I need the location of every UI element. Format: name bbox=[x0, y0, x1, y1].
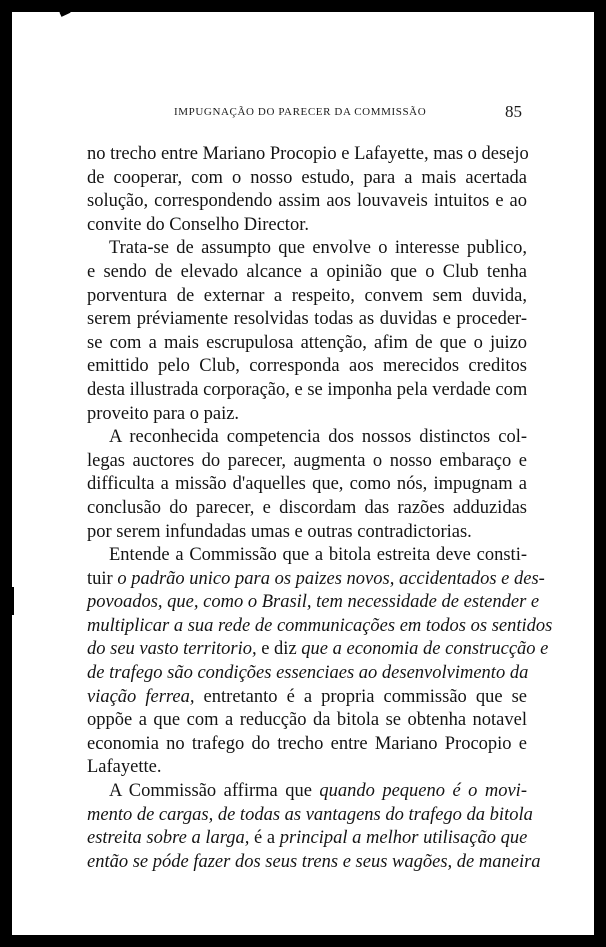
text-line bbox=[87, 851, 541, 875]
text-run: tuir bbox=[87, 568, 118, 589]
ink-mark-left bbox=[10, 587, 14, 615]
running-title: IMPUGNAÇÃO DO PARECER DA COMMISSÃO bbox=[174, 106, 427, 118]
paragraph-3 bbox=[87, 426, 527, 544]
text-line: oppõe a que com a reducção da bitola se obtenha notavel bbox=[87, 710, 527, 731]
text-line: economia no trafego do trecho entre Mariano Procopio e bbox=[87, 733, 527, 754]
italic-run: do seu vasto territorio, bbox=[87, 639, 257, 660]
text-line: serem préviamente resolvidas todas as duvidas e proceder- bbox=[87, 309, 527, 330]
italic-line: de trafego são condições essenciaes ao desenvolvimento da bbox=[87, 663, 529, 684]
text-line: porventura de externar a respeito, convem sem duvida, bbox=[87, 285, 527, 306]
text-line bbox=[87, 237, 527, 261]
text-line: se com a mais escrupulosa attenção, afim de que o juizo bbox=[87, 332, 527, 353]
text-line bbox=[87, 638, 549, 662]
italic-run: estreita sobre a larga, bbox=[87, 828, 250, 849]
text-line: Lafayette. bbox=[87, 757, 162, 778]
text-line bbox=[87, 568, 545, 592]
page-header bbox=[12, 102, 594, 126]
italic-run: principal a melhor utilisação que bbox=[279, 828, 528, 849]
text-line: proveito para o paiz. bbox=[87, 403, 240, 424]
text-line: por serem infundadas umas e outras contradictorias. bbox=[87, 521, 472, 542]
text-line bbox=[87, 544, 527, 568]
text-line bbox=[87, 827, 527, 851]
book-page bbox=[12, 12, 594, 935]
text-line: solução, correspondendo assim aos louvaveis intuitos e ao bbox=[87, 191, 527, 212]
italic-run: de maneira bbox=[452, 851, 541, 872]
text-run: Trata-se de assumpto que envolve o interesse publico, bbox=[109, 238, 527, 259]
text-line: de cooperar, com o nosso estudo, para a mais acertada bbox=[87, 167, 527, 188]
italic-run: então se póde fazer dos seus trens e seus wagões, bbox=[87, 851, 453, 872]
italic-run: o padrão unico para os paizes novos, accidentados e des- bbox=[117, 568, 545, 589]
italic-line: povoados, que, como o Brasil, tem necessidade de estender e bbox=[87, 592, 540, 613]
text-line: emittido pelo Club, corresponda aos merecidos creditos bbox=[87, 356, 527, 377]
page-number: 85 bbox=[505, 102, 522, 121]
italic-line: multiplicar a sua rede de communicações em todos os sentidos bbox=[87, 615, 553, 636]
text-line bbox=[87, 686, 527, 710]
text-line bbox=[87, 780, 527, 804]
italic-run: viação ferrea, bbox=[87, 686, 195, 707]
text-run: e diz bbox=[256, 639, 302, 660]
text-run: A reconhecida competencia dos nossos distinctos col- bbox=[109, 427, 527, 448]
text-run: Entende a Commissão que a bitola estreita deve consti- bbox=[109, 545, 527, 566]
text-line: difficulta a missão d'aquelles que, como nós, impugnam a bbox=[87, 474, 527, 495]
italic-line: mento de cargas, de todas as vantagens do trafego da bitola bbox=[87, 804, 533, 825]
ink-mark-top bbox=[59, 8, 70, 17]
text-run: é a bbox=[249, 828, 280, 849]
text-run: A Commissão affirma que bbox=[109, 781, 320, 802]
text-run: entretanto é a propria commissão que se bbox=[194, 686, 528, 707]
italic-run: quando pequeno é o movi- bbox=[319, 781, 527, 802]
paragraph-5 bbox=[87, 780, 541, 874]
text-line: desta illustrada corporação, e se imponha pela verdade com bbox=[87, 379, 528, 400]
paragraph-1 bbox=[87, 143, 527, 237]
italic-run: que a economia de construcção e bbox=[301, 639, 549, 660]
body-text bbox=[87, 143, 553, 874]
text-line: legas auctores do parecer, augmenta o nosso embaraço e bbox=[87, 450, 527, 471]
text-line: no trecho entre Mariano Procopio e Lafayette, mas o desejo bbox=[87, 144, 529, 164]
paragraph-2 bbox=[87, 237, 527, 426]
text-line bbox=[87, 426, 527, 450]
text-line: conclusão do parecer, e discordam das razões adduzidas bbox=[87, 497, 527, 518]
paragraph-4 bbox=[87, 544, 553, 780]
text-line: convite do Conselho Director. bbox=[87, 214, 309, 235]
text-line: e sendo de elevado alcance a opinião que o Club tenha bbox=[87, 261, 527, 282]
